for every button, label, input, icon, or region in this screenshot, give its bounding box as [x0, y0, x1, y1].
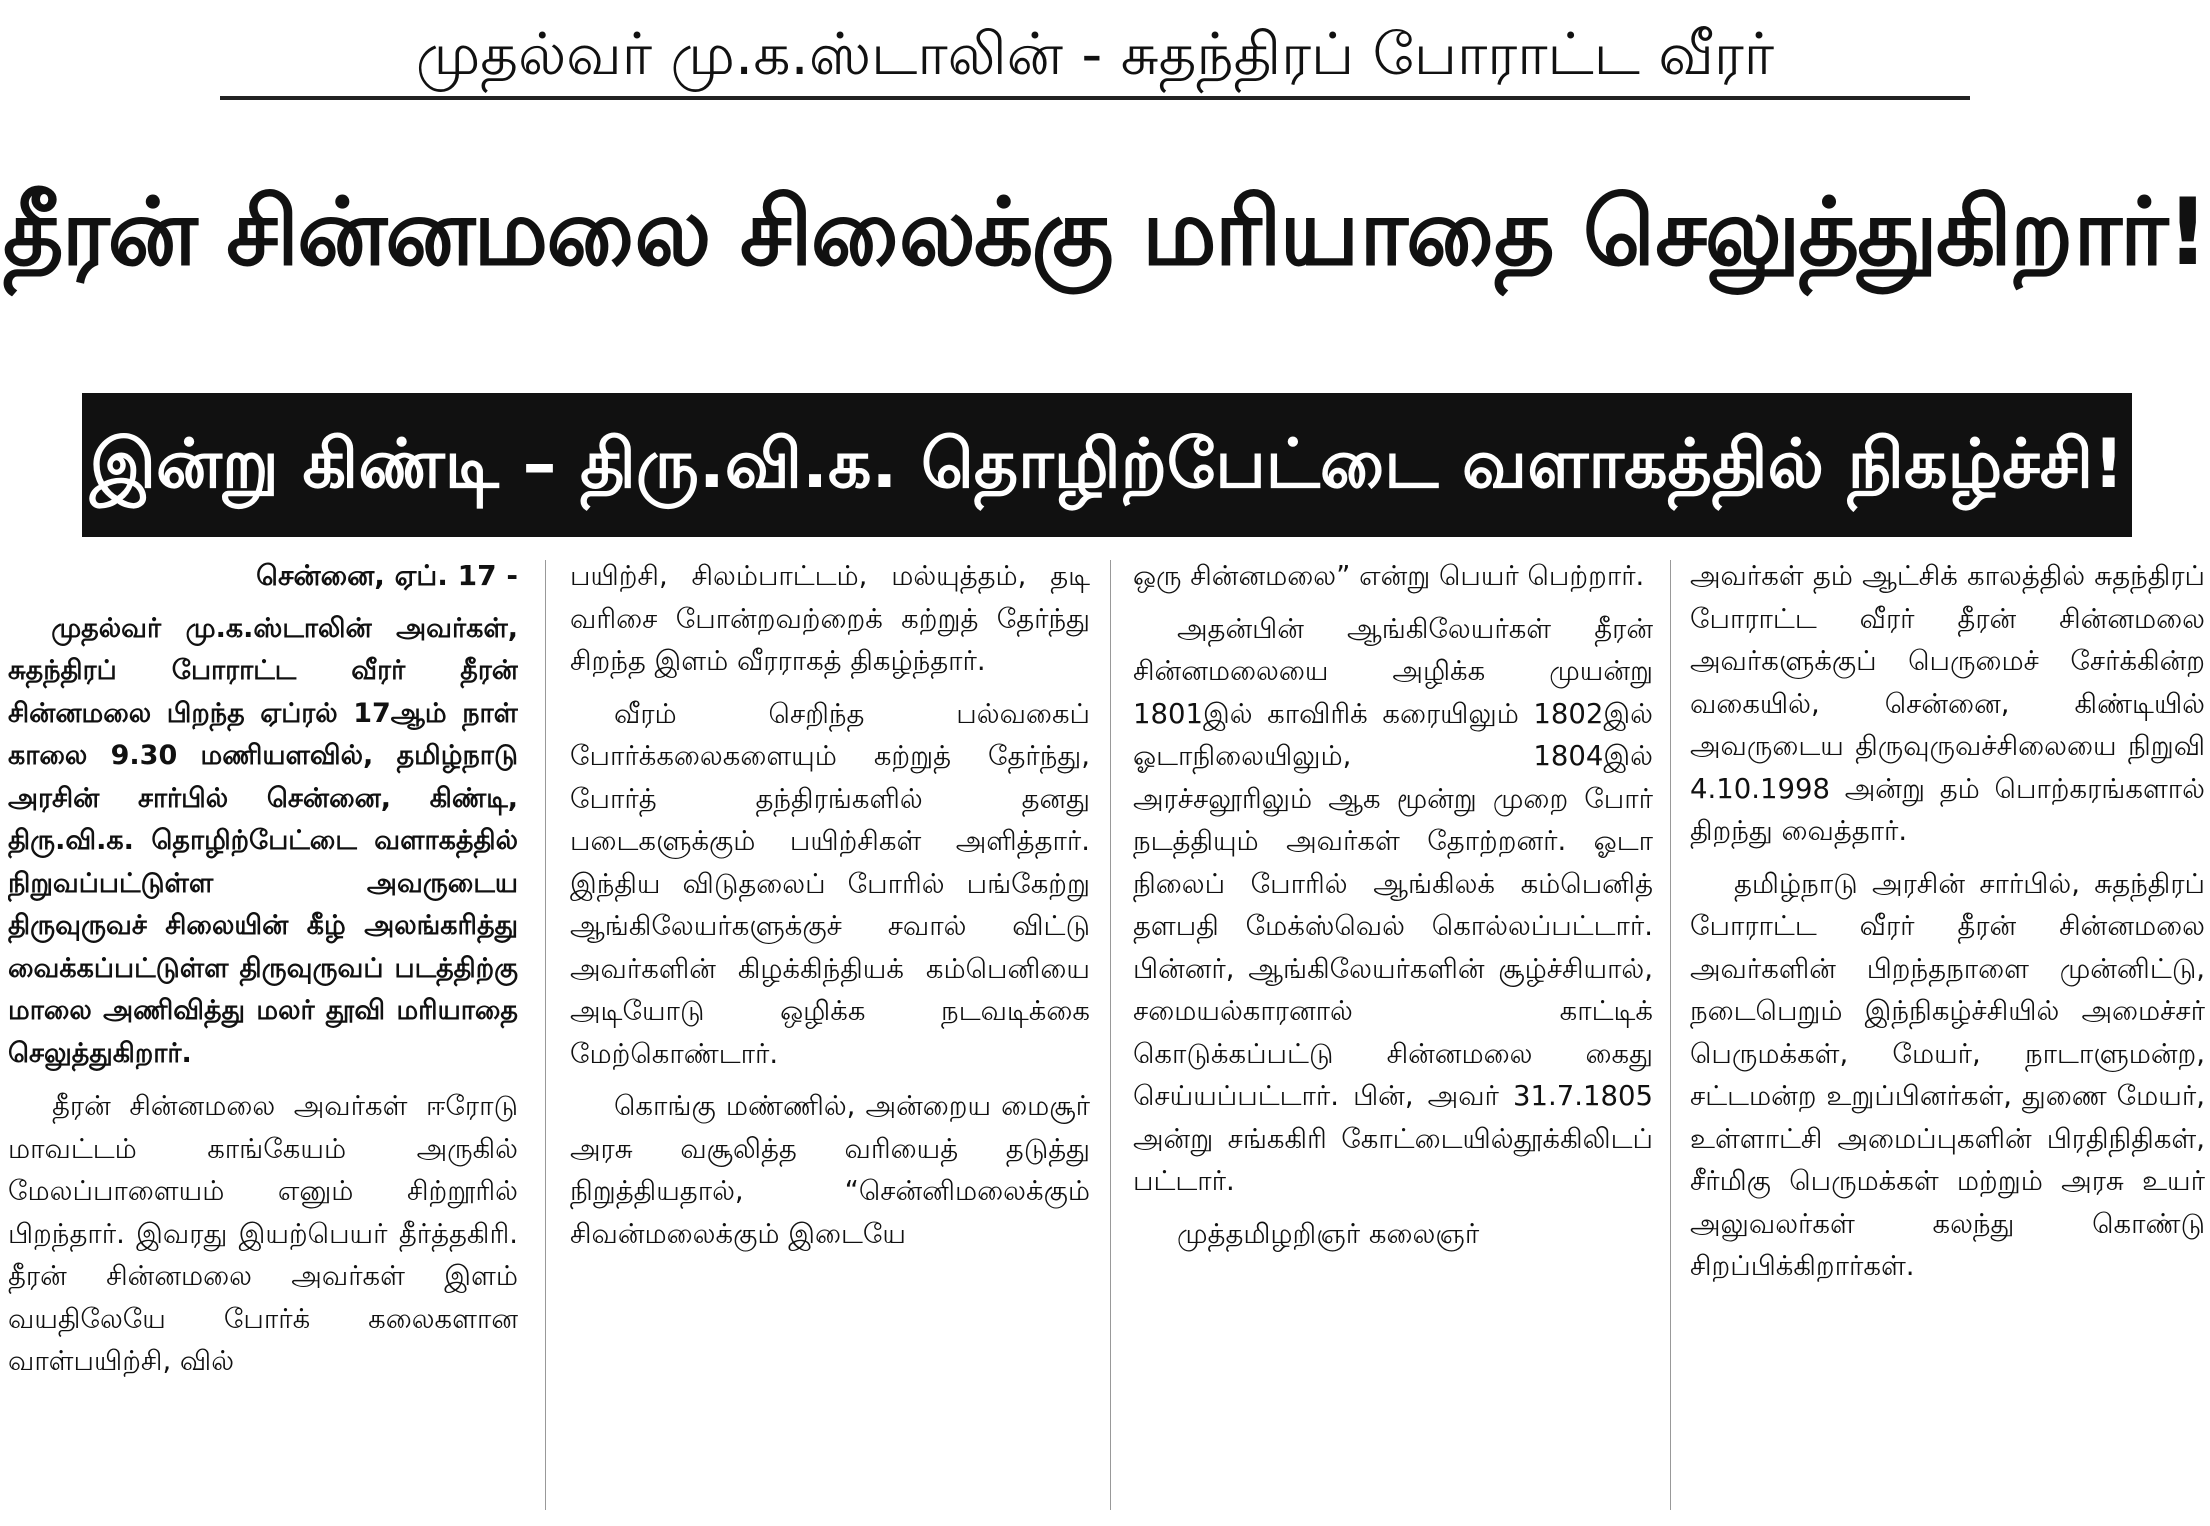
paragraph: தீரன் சின்னமலை அவர்கள் ஈரோடு மாவட்டம் காங்கேயம் அருகில் மேலப்பாளையம் எனும் சிற்றூரில் பிறந்தார். இவரது இயற்பெயர் தீர்த்தகிரி. தீரன் சின்னமலை அவர்கள் இளம் வயதிலேயே போர்க் கலைகளான வாள்பயிற்சி, வில் — [8, 1090, 518, 1377]
paragraph: அவர்கள் தம் ஆட்சிக் காலத்தில் சுதந்திரப் போராட்ட வீரர் தீரன் சின்னமலை அவர்களுக்குப் பெருமைச் சேர்க்கின்ற வகையில், சென்னை, கிண்டியில் அவருடைய திருவுருவச்சிலையை நிறுவி 4.10.1998 அன்று தம் பொற்கரங்களால் திறந்து வைத்தார். — [1690, 560, 2205, 847]
column-3 — [1133, 555, 1653, 1515]
column-divider — [1670, 560, 1671, 1510]
lead-paragraph: முதல்வர் மு.க.ஸ்டாலின் அவர்கள், சுதந்திரப் போராட்ட வீரர் தீரன் சின்னமலை பிறந்த ஏப்ரல் 17ஆம் நாள் காலை 9.30 மணியளவில், தமிழ்நாடு அரசின் சார்பில் சென்னை, கிண்டி, திரு.வி.க. தொழிற்பேட்டை வளாகத்தில் நிறுவப்பட்டுள்ள அவருடைய திருவுருவச் சிலையின் கீழ் அலங்கரித்து வைக்கப்பட்டுள்ள திருவுருவப் படத்திற்கு மாலை அணிவித்து மலர் தூவி மரியாதை செலுத்துகிறார். — [8, 612, 518, 1069]
paragraph: ஒரு சின்னமலை” என்று பெயர் பெற்றார். — [1133, 560, 1645, 592]
paragraph: அதன்பின் ஆங்கிலேயர்கள் தீரன் சின்னமலையை அழிக்க முயன்று 1801இல் காவிரிக் கரையிலும் 1802இல் ஓடாநிலையிலும், 1804இல் அரச்சலூரிலும் ஆக மூன்று முறை போர் நடத்தியும் அவர்கள் தோற்றனர். ஓடா நிலைப் போரில் ஆங்கிலக் கம்பெனித் தளபதி மேக்ஸ்வெல் கொல்லப்பட்டார். பின்னர், ஆங்கிலேயர்களின் சூழ்ச்சியால், சமையல்காரனால் காட்டிக் கொடுக்கப்பட்டு சின்னமலை கைது செய்யப்பட்டார். பின், அவர் 31.7.1805 அன்று சங்ககிரி கோட்டையில்தூக்கிலிடப் பட்டார். — [1133, 612, 1653, 1197]
column-4 — [1690, 555, 2205, 1515]
paragraph: பயிற்சி, சிலம்பாட்டம், மல்யுத்தம், தடி வரிசை போன்றவற்றைக் கற்றுத் தேர்ந்து சிறந்த இளம் வீரராகத் திகழ்ந்தார். — [570, 560, 1090, 677]
paragraph: வீரம் செறிந்த பல்வகைப் போர்க்கலைகளையும் கற்றுத் தேர்ந்து, போர்த் தந்திரங்களில் தனது படைகளுக்கும் பயிற்சிகள் அளித்தார். இந்திய விடுதலைப் போரில் பங்கேற்று ஆங்கிலேயர்களுக்குச் சவால் விட்டு அவர்களின் கிழக்கிந்தியக் கம்பெனியை அடியோடு ஒழிக்க நடவடிக்கை மேற்கொண்டார். — [570, 697, 1090, 1070]
paragraph: கொங்கு மண்ணில், அன்றைய மைசூர் அரசு வசூலித்த வரியைத் தடுத்து நிறுத்தியதால், “சென்னிமலைக்கும் சிவன்மலைக்கும் இடையே — [570, 1090, 1090, 1250]
column-divider — [1110, 560, 1111, 1510]
dateline: சென்னை, ஏப். 17 - — [256, 559, 518, 592]
main-headline: தீரன் சின்னமலை சிலைக்கு மரியாதை செலுத்துகிறார்! — [3, 178, 2207, 286]
paragraph: தமிழ்நாடு அரசின் சார்பில், சுதந்திரப் போராட்ட வீரர் தீரன் சின்னமலை அவர்களின் பிறந்தநாளை முன்னிட்டு, நடைபெறும் இந்நிகழ்ச்சியில் அமைச்சர் பெருமக்கள், மேயர், நாடாளுமன்ற, சட்டமன்ற உறுப்பினர்கள், துணை மேயர், உள்ளாட்சி அமைப்புகளின் பிரதிநிதிகள், சீர்மிகு பெருமக்கள் மற்றும் அரசு உயர் அலுவலர்கள் கலந்து கொண்டு சிறப்பிக்கிறார்கள். — [1690, 867, 2205, 1282]
kicker-headline: முதல்வர் மு.க.ஸ்டாலின் - சுதந்திரப் போராட்ட வீரர் — [220, 8, 1970, 100]
column-1 — [8, 555, 518, 1515]
article-body — [0, 555, 2210, 1515]
subhead-banner: இன்று கிண்டி – திரு.வி.க. தொழிற்பேட்டை வளாகத்தில் நிகழ்ச்சி! — [82, 393, 2132, 537]
paragraph: முத்தமிழறிஞர் கலைஞர் — [1177, 1217, 1480, 1250]
column-2 — [570, 555, 1090, 1515]
column-divider — [545, 560, 546, 1510]
